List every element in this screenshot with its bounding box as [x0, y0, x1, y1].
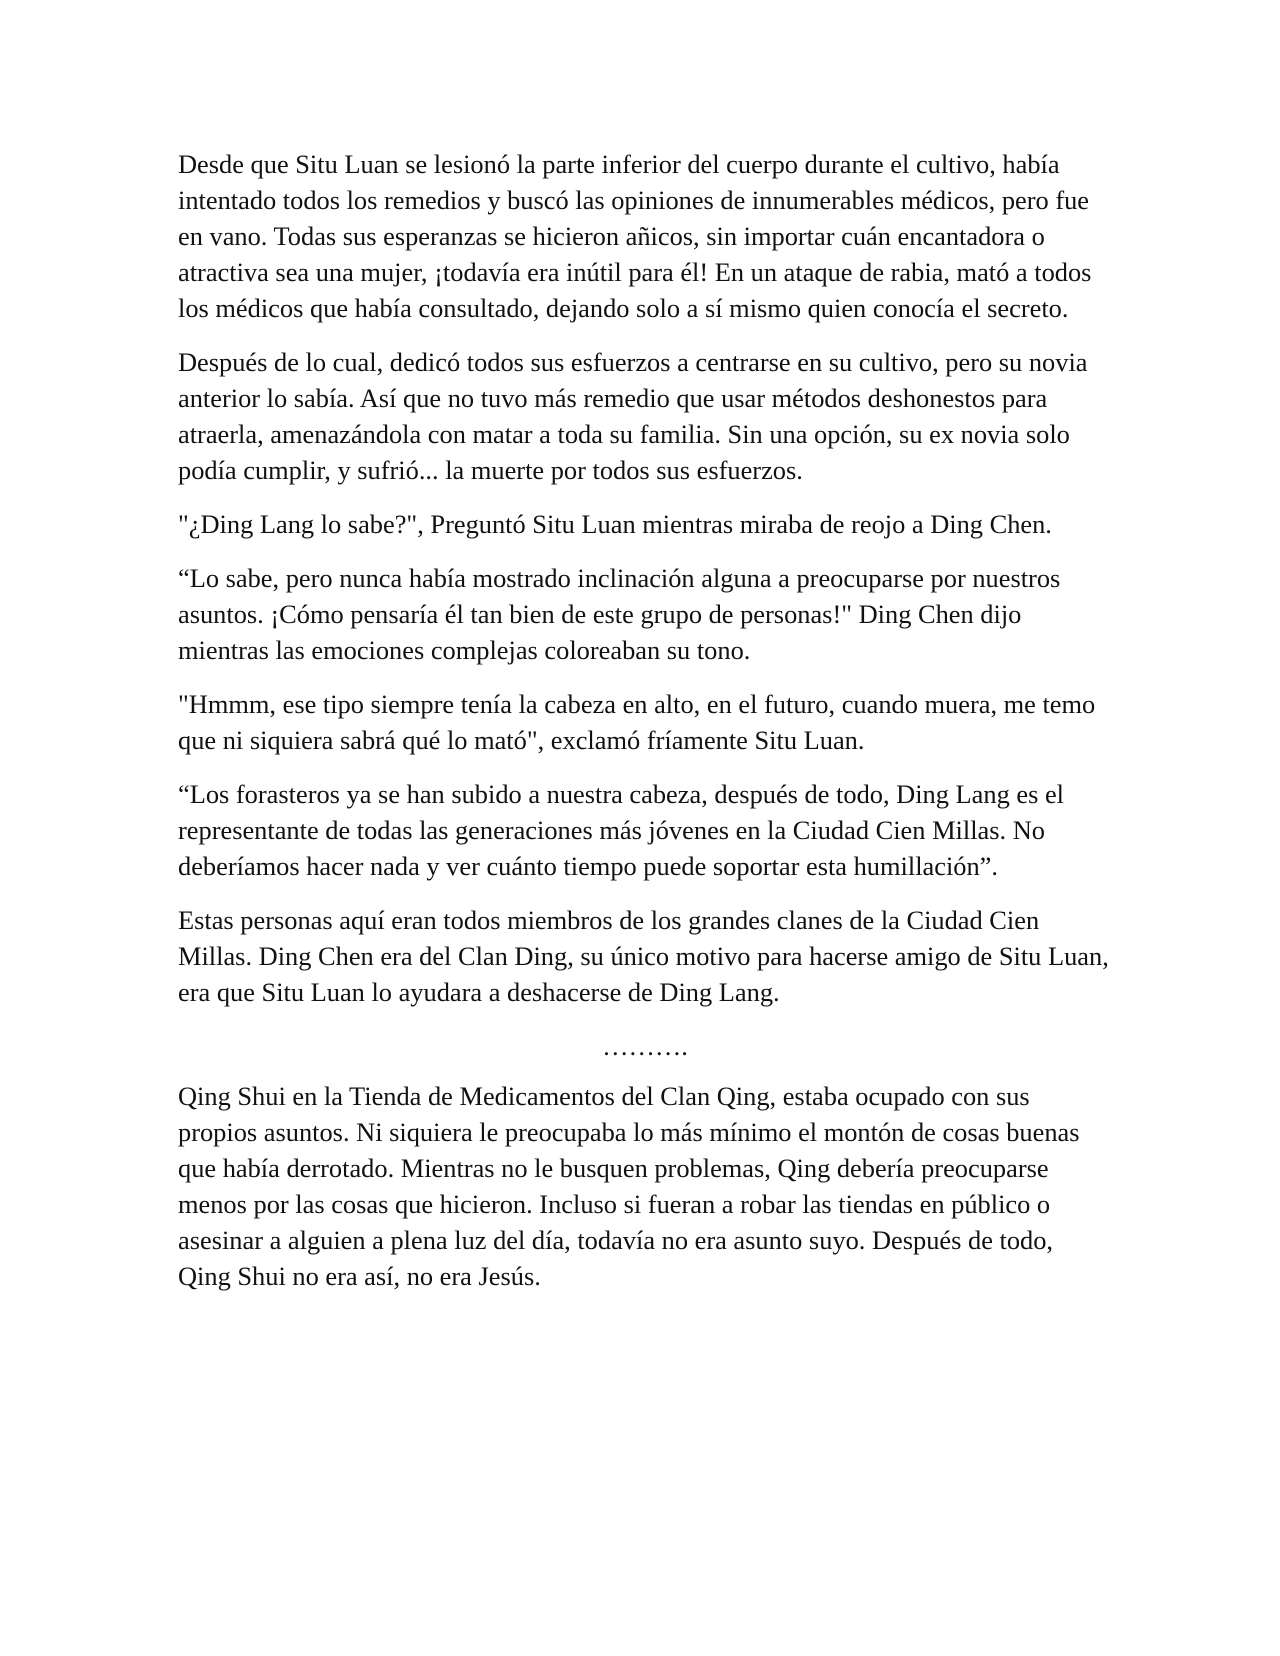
paragraph-4: “Lo sabe, pero nunca había mostrado inclinación alguna a preocuparse por nuestros asuntos. ¡Cómo pensaría él tan bien de este grupo de personas!" Ding Chen dijo mientras las emociones complejas coloreaban su tono.	[178, 563, 1061, 665]
paragraph-3: "¿Ding Lang lo sabe?", Preguntó Situ Luan mientras miraba de reojo a Ding Chen.	[178, 509, 1052, 539]
paragraph-1: Desde que Situ Luan se lesionó la parte inferior del cuerpo durante el cultivo, había intentado todos los remedios y buscó las opiniones de innumerables médicos, pero fue en vano. Todas sus esperanzas se hicieron añicos, sin importar cuán encantadora o atractiva sea una mujer, ¡todavía era inútil para él! En un ataque de rabia, mató a todos los médicos que había consultado, dejando solo a sí mismo quien conocía el secreto.	[178, 149, 1092, 323]
paragraph-2: Después de lo cual, dedicó todos sus esfuerzos a centrarse en su cultivo, pero su novia anterior lo sabía. Así que no tuvo más remedio que usar métodos deshonestos para atraerla, amenazándola con matar a toda su familia. Sin una opción, su ex novia solo podía cumplir, y sufrió... la muerte por todos sus esfuerzos.	[178, 347, 1088, 485]
section-separator: ……….	[602, 1031, 688, 1061]
paragraph-6: “Los forasteros ya se han subido a nuestra cabeza, después de todo, Ding Lang es el representante de todas las generaciones más jóvenes en la Ciudad Cien Millas. No deberíamos hacer nada y ver cuánto tiempo puede soportar esta humillación”.	[178, 779, 1064, 881]
document-body	[178, 146, 1112, 1294]
paragraph-7: Estas personas aquí eran todos miembros de los grandes clanes de la Ciudad Cien Millas. Ding Chen era del Clan Ding, su único motivo para hacerse amigo de Situ Luan, era que Situ Luan lo ayudara a deshacerse de Ding Lang.	[178, 905, 1109, 1007]
closing-paragraph: Qing Shui en la Tienda de Medicamentos del Clan Qing, estaba ocupado con sus propios asuntos. Ni siquiera le preocupaba lo más mínimo el montón de cosas buenas que había derrotado. Mientras no le busquen problemas, Qing debería preocuparse menos por las cosas que hicieron. Incluso si fueran a robar las tiendas en público o asesinar a alguien a plena luz del día, todavía no era asunto suyo. Después de todo, Qing Shui no era así, no era Jesús.	[178, 1081, 1080, 1291]
paragraph-5: "Hmmm, ese tipo siempre tenía la cabeza en alto, en el futuro, cuando muera, me temo que ni siquiera sabrá qué lo mató", exclamó fríamente Situ Luan.	[178, 689, 1096, 755]
